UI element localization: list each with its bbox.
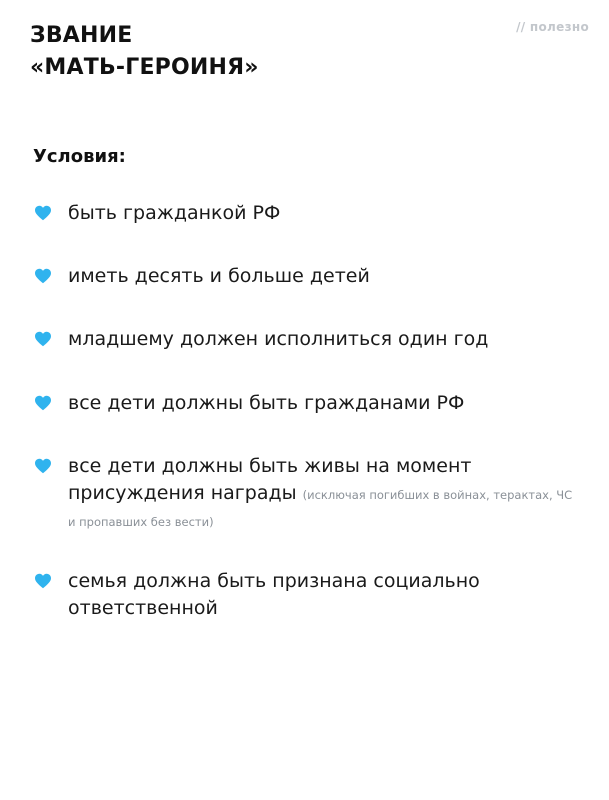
- heart-icon: [34, 395, 52, 411]
- category-tag: // полезно: [516, 20, 589, 34]
- heart-icon: [34, 205, 52, 221]
- heart-icon: [34, 573, 52, 589]
- title-line-1: ЗВАНИЕ: [30, 23, 133, 48]
- heart-icon: [34, 268, 52, 284]
- heart-icon: [34, 458, 52, 474]
- list-item-text: [68, 453, 579, 534]
- list-item-text: все дети должны быть гражданами РФ: [68, 392, 465, 414]
- list-item: [34, 568, 579, 622]
- list-item-text: быть гражданкой РФ: [68, 202, 281, 224]
- list-item-text: иметь десять и больше детей: [68, 265, 370, 287]
- list-item-text: семья должна быть признана социально ответственной: [68, 570, 480, 619]
- list-item-main: все дети должны быть живы на момент присуждения награды: [68, 455, 472, 504]
- title-line-2: «МАТЬ-ГЕРОИНЯ»: [30, 55, 259, 80]
- list-item-note: (исключая погибших в войнах, терактах, ЧС и пропавших без вести): [68, 488, 573, 529]
- list-item: [34, 200, 579, 227]
- list-item-text: младшему должен исполниться один год: [68, 328, 489, 350]
- list-item: [34, 390, 579, 417]
- list-item: [34, 326, 579, 353]
- list-item: [34, 263, 579, 290]
- list-item: [34, 453, 579, 534]
- page-title: [30, 20, 259, 84]
- conditions-heading: Условия:: [33, 146, 126, 167]
- heart-icon: [34, 331, 52, 347]
